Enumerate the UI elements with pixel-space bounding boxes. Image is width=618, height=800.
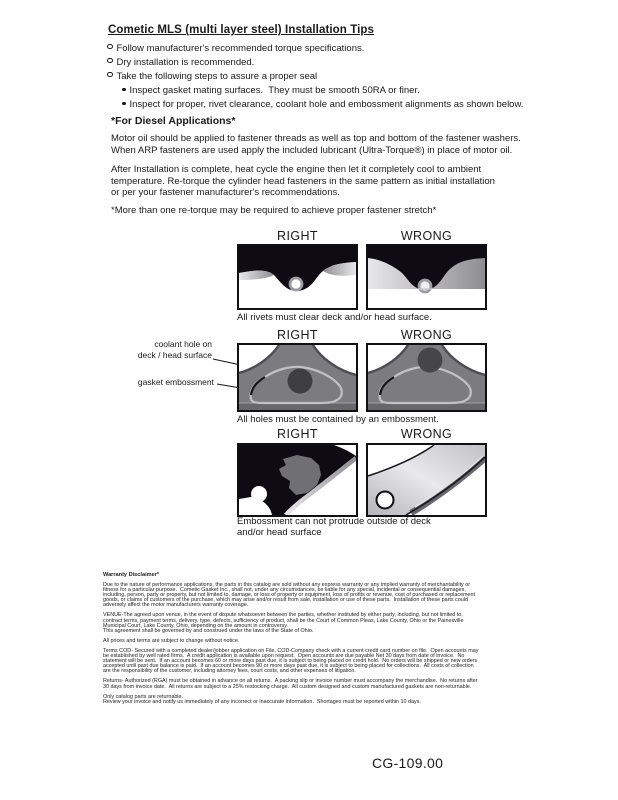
wrong-label: WRONG [400,229,453,243]
list-item [107,70,597,84]
legal-paragraph: Due to the nature of performance applications, the parts in this catalog are sold without any express warranty or any implied warranty of merchantability or fitness for a particular purpose. Cometic Gasket Inc., shall not, under any circumstances, be liable for any special, incidental or consequential damages, including, person, party or property, but not limited to, damage, or loss of property or equipment, loss of profits or revenue, cost of purchased or replacement goods, or claims of customers of the purchase, which may arise and/or result from sale, installation or use of these parts. Installation of these parts could adversely affect the motor manufacturers warranty coverage. [103,582,476,609]
list-item [107,56,597,70]
list-item-text: Follow manufacturer's recommended torque specifications. [116,43,365,54]
legal-paragraph: VENUE-The agreed upon venue, in the event of dispute whatsoever between the parties, whether instituted by either party, including, but not limited to, contract terms, payment terms, delivery, type, defects, sufficiency of product, shall be the Court of Common Pleas, Lake County, Ohio or the Painesville Municipal Court, Lake County, Ohio, depending on the amount in controversy. This agreement shall be governed by and construed under the laws of the State of Ohio. [103,612,464,634]
page-title: Cometic MLS (multi layer steel) Installation Tips [108,24,375,36]
bolt-hole-icon [251,486,267,502]
bolt-hole-icon [377,492,394,509]
rivet-icon [290,278,302,290]
wrong-label: WRONG [400,328,453,342]
diagram-rivet-wrong [366,244,487,310]
warranty-disclaimer-section [103,572,561,710]
warranty-disclaimer-heading: Warranty Disclaimer* [103,572,160,578]
open-bullet-icon [107,72,113,78]
open-bullet-icon [107,58,113,64]
diagram-rivet-right [237,244,358,310]
diagram-embossment-right [237,343,358,412]
sub-list-item [122,84,597,98]
legal-paragraph: All prices and terms are subject to change without notice. [103,637,240,644]
diesel-paragraph: After Installation is complete, heat cycle the engine then let it completely cool to ambient temperature. Re-torque the cylinder head fasteners in the same pattern as initial installation or per your fastener manufacturer's recommendations. [111,164,495,199]
rivet-wrong-illustration [368,246,485,308]
coolant-hole-icon [288,369,313,394]
installation-tips-list [107,42,597,112]
list-item-text: Inspect for proper, rivet clearance, coolant hole and embossment alignments as shown below. [129,99,524,110]
legal-paragraph: Only catalog parts are returnable. Review your invoice and notify us immediately of any incorrect or inaccurate information. Shortages must be reported within 10 days. [103,693,421,705]
legal-paragraph: Terms COD- Secured with a completed dealer/jobber application on File, COD-Company check with a current credit card number on file. Open accounts may be established by well rated firms. A credit application is available upon request. Open accounts are due payable Net 30 days from date of invoice. No statement will be sent. If an account becomes 60 or more days past due, it is subject to being placed on credit hold. No orders will be shipped or new orders accepted until past due balance is paid. If an account becomes 90 or more days past due, it is subject to being placed for collections. All costs of collection are the responsibility of the customer, including attorney fees, court costs, and other expenses of litigation. [103,647,479,675]
right-label: RIGHT [277,328,318,342]
list-item-text: Inspect gasket mating surfaces. They must be smooth 50RA or finer. [129,85,420,96]
list-item-text: Dry installation is recommended. [116,57,255,68]
rivet-icon [419,280,431,292]
rivet-right-illustration [239,246,356,308]
diagram-embossment-wrong [366,343,487,412]
wrong-label: WRONG [400,427,453,441]
retorque-note: *More than one re-torque may be required to achieve proper fastener stretch* [111,205,437,216]
filled-bullet-icon [122,102,126,106]
diagram-caption: Embossment can not protrude outside of deck and/or head surface [237,516,431,538]
sub-list-item [122,98,597,112]
protrusion-wrong-illustration [368,445,485,515]
open-bullet-icon [107,44,113,50]
embossment-wrong-illustration [368,345,485,410]
diagram-caption: All holes must be contained by an embossment. [237,414,439,425]
right-label: RIGHT [277,229,318,243]
diagram-protrusion-right [237,443,358,517]
diesel-paragraph: Motor oil should be applied to fastener threads as well as top and bottom of the fastener washers. When ARP fasteners are used apply the included lubricant (Ultra-Torque®) in place of motor oil. [111,133,521,156]
catalog-page-code: CG-109.00 [372,755,444,771]
diesel-applications-heading: *For Diesel Applications* [111,115,236,127]
gasket-embossment-callout: gasket embossment [137,377,214,387]
embossment-right-illustration [239,345,356,410]
diagram-caption: All rivets must clear deck and/or head surface. [237,312,432,323]
list-item [107,42,597,56]
filled-bullet-icon [122,88,126,92]
protrusion-right-illustration [239,445,356,515]
diagram-protrusion-wrong [366,443,487,517]
coolant-hole-icon [418,348,443,373]
legal-paragraph: Returns- Authorized (RGA) must be obtained in advance on all returns. A packing slip or invoice number must accompany the merchandise. No returns after 30 days from invoice date. All returns are subject to a 25% restocking charge. All custom designed and custom manufactured gaskets are non-returnable. [103,678,478,690]
list-item-text: Take the following steps to assure a proper seal [116,71,318,82]
coolant-hole-callout: coolant hole on deck / head surface [137,339,212,360]
right-label: RIGHT [277,427,318,441]
